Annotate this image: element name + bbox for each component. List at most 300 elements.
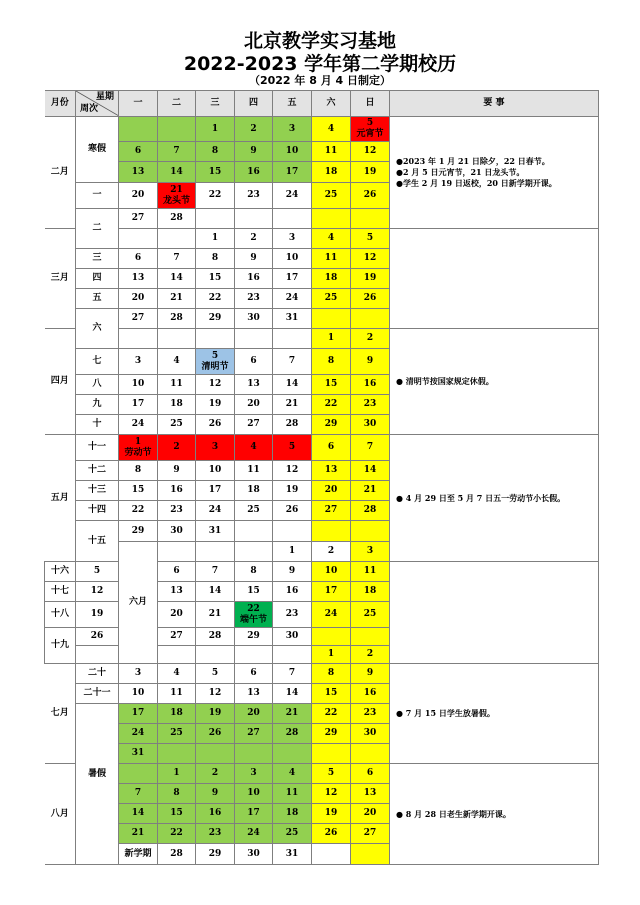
day-cell: 22 <box>312 704 351 724</box>
day-cell: 2 <box>235 229 273 249</box>
day-header-thu: 四 <box>235 91 273 117</box>
day-cell <box>158 542 196 562</box>
day-cell: 11 <box>158 684 196 704</box>
day-cell: 26 <box>351 289 390 309</box>
day-cell: 14 <box>158 269 196 289</box>
day-cell <box>273 329 312 349</box>
month-cell: 五月 <box>45 435 76 562</box>
day-cell: 27 <box>235 415 273 435</box>
day-cell: 12 <box>196 375 235 395</box>
week-cell <box>76 704 119 865</box>
day-cell: 14 <box>273 375 312 395</box>
day-cell: 30 <box>351 724 390 744</box>
day-cell: 6 <box>235 664 273 684</box>
day-cell: 16 <box>235 162 273 183</box>
day-cell <box>196 646 235 664</box>
day-cell: 24 <box>273 289 312 309</box>
day-cell: 29 <box>312 724 351 744</box>
day-cell: 23 <box>235 289 273 309</box>
day-cell: 26 <box>76 628 119 646</box>
week-cell: 十 <box>76 415 119 435</box>
day-cell <box>273 209 312 229</box>
day-cell: 1 <box>196 117 235 142</box>
day-cell: 28 <box>158 309 196 329</box>
day-cell: 26 <box>351 183 390 209</box>
day-cell <box>119 117 158 142</box>
day-cell: 8 <box>312 349 351 375</box>
day-cell <box>273 521 312 542</box>
day-cell: 14 <box>351 461 390 481</box>
holiday-label: 元宵节 <box>356 129 384 139</box>
day-cell: 17 <box>273 162 312 183</box>
day-cell: 23 <box>235 183 273 209</box>
day-cell: 7 <box>196 562 235 582</box>
day-cell: 3 <box>351 542 390 562</box>
day-cell: 7 <box>119 784 158 804</box>
notes-cell <box>390 664 599 764</box>
day-cell: 3 <box>273 117 312 142</box>
day-cell: 13 <box>235 375 273 395</box>
day-cell <box>273 744 312 764</box>
day-cell: 25 <box>273 824 312 844</box>
holiday-cell: 22 端午节 <box>235 602 273 628</box>
month-cell: 三月 <box>45 229 76 329</box>
day-cell: 31 <box>196 521 235 542</box>
week-cell: 十六 <box>45 562 76 582</box>
note-item: ●2 月 5 日元宵节，21 日龙头节。 <box>396 167 525 177</box>
day-cell: 28 <box>351 501 390 521</box>
month-cell: 六月 <box>119 542 158 664</box>
day-cell: 1 <box>196 229 235 249</box>
day-cell: 10 <box>119 684 158 704</box>
note-item: ● 8 月 28 日老生新学期开课。 <box>396 808 511 819</box>
day-cell: 13 <box>312 461 351 481</box>
day-cell: 11 <box>273 784 312 804</box>
day-cell: 10 <box>273 249 312 269</box>
week-cell: 九 <box>76 395 119 415</box>
day-cell: 18 <box>158 395 196 415</box>
week-cell: 一 <box>76 183 119 209</box>
day-cell: 10 <box>273 142 312 162</box>
day-cell: 25 <box>312 183 351 209</box>
day-cell: 10 <box>312 562 351 582</box>
day-cell: 12 <box>351 249 390 269</box>
day-cell: 20 <box>119 289 158 309</box>
day-cell: 29 <box>235 628 273 646</box>
notes-cell <box>390 329 599 435</box>
day-cell: 20 <box>119 183 158 209</box>
day-cell: 17 <box>312 582 351 602</box>
day-cell <box>351 209 390 229</box>
note-item: ● 7 月 15 日学生放暑假。 <box>396 708 495 718</box>
day-cell: 22 <box>196 289 235 309</box>
day-cell: 30 <box>235 844 273 865</box>
day-cell: 10 <box>196 461 235 481</box>
day-cell: 20 <box>235 704 273 724</box>
day-header-mon: 一 <box>119 91 158 117</box>
day-cell: 20 <box>158 602 196 628</box>
day-cell: 21 <box>196 602 235 628</box>
day-cell: 21 <box>158 289 196 309</box>
day-cell: 28 <box>158 844 196 865</box>
day-cell: 16 <box>235 269 273 289</box>
day-cell: 27 <box>235 724 273 744</box>
day-cell: 19 <box>196 395 235 415</box>
day-cell: 25 <box>312 289 351 309</box>
day-cell: 8 <box>119 461 158 481</box>
day-cell: 2 <box>158 435 196 461</box>
day-cell: 19 <box>76 602 119 628</box>
day-cell: 26 <box>196 724 235 744</box>
day-cell: 9 <box>351 349 390 375</box>
week-cell: 十八 <box>45 602 76 628</box>
day-cell: 6 <box>119 142 158 162</box>
day-cell: 13 <box>158 582 196 602</box>
day-cell: 15 <box>196 162 235 183</box>
day-cell: 16 <box>196 804 235 824</box>
day-cell: 19 <box>196 704 235 724</box>
day-cell: 9 <box>235 249 273 269</box>
week-cell: 七 <box>76 349 119 375</box>
day-cell: 4 <box>235 435 273 461</box>
day-cell: 30 <box>351 415 390 435</box>
school-calendar-table <box>44 90 599 865</box>
table-row <box>45 329 599 349</box>
day-cell: 1 <box>273 542 312 562</box>
day-cell: 21 <box>273 704 312 724</box>
day-cell: 27 <box>312 501 351 521</box>
day-cell: 6 <box>119 249 158 269</box>
holiday-cell: 5 清明节 <box>196 349 235 375</box>
day-cell: 3 <box>196 435 235 461</box>
day-header-wed: 三 <box>196 91 235 117</box>
day-cell: 6 <box>235 349 273 375</box>
month-cell: 七月 <box>45 664 76 764</box>
week-cell: 十三 <box>76 481 119 501</box>
day-cell: 20 <box>235 395 273 415</box>
week-cell: 十五 <box>76 521 119 562</box>
day-cell: 13 <box>351 784 390 804</box>
day-cell <box>235 646 273 664</box>
week-cell: 十一 <box>76 435 119 461</box>
day-cell: 14 <box>119 804 158 824</box>
day-cell: 8 <box>312 664 351 684</box>
day-cell <box>158 329 196 349</box>
day-cell: 29 <box>196 309 235 329</box>
day-header-sun: 日 <box>351 91 390 117</box>
holiday-label: 端午节 <box>239 614 267 625</box>
month-cell: 八月 <box>45 764 76 865</box>
month-header: 月份 <box>45 91 76 117</box>
day-cell: 15 <box>119 481 158 501</box>
day-cell: 24 <box>119 415 158 435</box>
table-row <box>45 435 599 461</box>
day-cell: 12 <box>351 142 390 162</box>
day-cell: 18 <box>235 481 273 501</box>
day-cell: 17 <box>196 481 235 501</box>
week-cell: 五 <box>76 289 119 309</box>
day-cell: 2 <box>351 646 390 664</box>
day-cell <box>119 764 158 784</box>
table-row <box>45 764 599 784</box>
day-cell: 4 <box>312 117 351 142</box>
holiday-cell: 1 劳动节 <box>119 435 158 461</box>
weekday-label: 星期 <box>95 92 114 102</box>
day-cell: 29 <box>119 521 158 542</box>
day-cell: 17 <box>235 804 273 824</box>
day-cell: 26 <box>196 415 235 435</box>
day-cell: 4 <box>273 764 312 784</box>
week-cell: 四 <box>76 269 119 289</box>
table-row <box>45 664 599 684</box>
day-cell <box>235 209 273 229</box>
day-cell: 22 <box>119 501 158 521</box>
day-cell: 14 <box>158 162 196 183</box>
day-cell <box>76 646 119 664</box>
day-cell <box>235 744 273 764</box>
day-cell: 5 <box>312 764 351 784</box>
day-cell: 24 <box>196 501 235 521</box>
day-cell: 1 <box>312 646 351 664</box>
day-cell: 28 <box>158 209 196 229</box>
day-cell <box>312 521 351 542</box>
day-cell <box>119 229 158 249</box>
day-cell: 1 <box>312 329 351 349</box>
day-cell: 18 <box>273 804 312 824</box>
day-cell: 31 <box>119 744 158 764</box>
day-cell <box>196 209 235 229</box>
day-cell: 29 <box>312 415 351 435</box>
day-cell: 23 <box>351 704 390 724</box>
day-cell: 10 <box>235 784 273 804</box>
day-cell <box>351 521 390 542</box>
day-cell: 1 <box>158 764 196 784</box>
day-cell <box>351 309 390 329</box>
day-cell: 6 <box>351 764 390 784</box>
day-cell <box>158 646 196 664</box>
note-item: ● 4 月 29 日至 5 月 7 日五一劳动节小长假。 <box>396 492 566 503</box>
day-header-tue: 二 <box>158 91 196 117</box>
day-cell: 7 <box>273 664 312 684</box>
holiday-label: 劳动节 <box>124 447 152 458</box>
table-row <box>45 117 599 142</box>
holiday-cell: 21 龙头节 <box>158 183 196 209</box>
week-cell: 二 <box>76 209 119 249</box>
day-cell: 19 <box>273 481 312 501</box>
revision-date: （2022 年 8 月 4 日制定） <box>248 74 392 87</box>
day-cell: 5 <box>351 229 390 249</box>
day-cell: 15 <box>196 269 235 289</box>
week-cell: 八 <box>76 375 119 395</box>
day-cell: 4 <box>158 349 196 375</box>
day-cell: 27 <box>351 824 390 844</box>
day-cell: 12 <box>76 582 119 602</box>
day-cell: 18 <box>158 704 196 724</box>
day-cell: 30 <box>235 309 273 329</box>
day-cell: 13 <box>235 684 273 704</box>
page-subtitle: 2022-2023 学年第二学期校历 <box>183 53 457 75</box>
day-cell: 14 <box>273 684 312 704</box>
week-cell: 二十一 <box>76 684 119 704</box>
day-cell <box>196 542 235 562</box>
day-cell: 11 <box>312 142 351 162</box>
week-weekday-header <box>76 91 119 117</box>
day-cell: 11 <box>351 562 390 582</box>
day-cell <box>158 229 196 249</box>
day-cell: 5 <box>273 435 312 461</box>
day-cell: 27 <box>158 628 196 646</box>
day-cell: 17 <box>273 269 312 289</box>
day-cell: 30 <box>273 628 312 646</box>
day-cell: 27 <box>119 209 158 229</box>
holiday-label: 龙头节 <box>162 195 190 206</box>
day-cell: 6 <box>312 435 351 461</box>
day-cell: 16 <box>158 481 196 501</box>
day-cell <box>235 329 273 349</box>
day-cell: 4 <box>312 229 351 249</box>
day-cell: 18 <box>351 582 390 602</box>
day-cell: 28 <box>273 415 312 435</box>
week-label: 周次 <box>80 104 99 114</box>
day-cell <box>312 209 351 229</box>
day-cell: 7 <box>158 249 196 269</box>
day-cell <box>312 744 351 764</box>
day-cell <box>158 744 196 764</box>
day-cell: 13 <box>119 162 158 183</box>
day-cell: 22 <box>312 395 351 415</box>
day-cell: 28 <box>196 628 235 646</box>
summer-break-label: 暑假 <box>87 768 106 779</box>
day-cell: 17 <box>119 704 158 724</box>
day-cell: 11 <box>312 249 351 269</box>
day-cell <box>158 117 196 142</box>
day-cell: 23 <box>196 824 235 844</box>
day-cell: 28 <box>273 724 312 744</box>
header-row <box>45 91 599 117</box>
day-cell: 24 <box>273 183 312 209</box>
week-cell: 新学期 <box>119 844 158 865</box>
day-cell: 9 <box>196 784 235 804</box>
day-cell: 21 <box>351 481 390 501</box>
day-cell: 26 <box>273 501 312 521</box>
note-item: ●2023 年 1 月 21 日除夕，22 日春节。 <box>396 156 550 166</box>
notes-header: 要 事 <box>390 91 599 117</box>
page-title: 北京教学实习基地 <box>243 30 396 52</box>
day-cell <box>312 309 351 329</box>
day-cell: 24 <box>312 602 351 628</box>
day-cell: 10 <box>119 375 158 395</box>
day-cell: 29 <box>196 844 235 865</box>
holiday-label: 清明节 <box>201 361 229 372</box>
day-cell: 23 <box>158 501 196 521</box>
note-item: ●学生 2 月 19 日返校，20 日新学期开课。 <box>396 178 557 188</box>
day-cell: 19 <box>351 162 390 183</box>
day-cell: 7 <box>351 435 390 461</box>
day-cell: 18 <box>312 269 351 289</box>
day-cell: 8 <box>196 249 235 269</box>
day-cell: 12 <box>196 684 235 704</box>
day-cell: 16 <box>273 582 312 602</box>
day-cell <box>351 628 390 646</box>
month-cell: 二月 <box>45 117 76 229</box>
day-cell: 15 <box>158 804 196 824</box>
day-header-sat: 六 <box>312 91 351 117</box>
day-cell: 31 <box>273 309 312 329</box>
day-cell <box>312 628 351 646</box>
day-cell: 23 <box>273 602 312 628</box>
week-cell: 寒假 <box>76 117 119 183</box>
day-cell: 15 <box>235 582 273 602</box>
day-cell: 3 <box>119 349 158 375</box>
day-header-fri: 五 <box>273 91 312 117</box>
day-cell: 6 <box>158 562 196 582</box>
week-cell: 三 <box>76 249 119 269</box>
day-cell: 3 <box>273 229 312 249</box>
day-cell: 20 <box>312 481 351 501</box>
day-cell: 31 <box>273 844 312 865</box>
notes-cell <box>390 117 599 229</box>
day-cell: 16 <box>351 375 390 395</box>
day-cell <box>351 844 390 865</box>
day-cell: 8 <box>235 562 273 582</box>
day-cell: 9 <box>351 664 390 684</box>
week-cell: 六 <box>76 309 119 349</box>
day-cell: 16 <box>351 684 390 704</box>
day-cell: 2 <box>312 542 351 562</box>
notes-cell <box>390 435 599 562</box>
day-cell: 30 <box>158 521 196 542</box>
day-cell: 22 <box>196 183 235 209</box>
day-cell: 9 <box>273 562 312 582</box>
day-cell <box>273 646 312 664</box>
day-cell: 19 <box>312 804 351 824</box>
day-cell: 17 <box>119 395 158 415</box>
week-cell: 十九 <box>45 628 76 664</box>
notes-cell <box>390 764 599 865</box>
day-cell: 4 <box>158 664 196 684</box>
day-cell <box>351 744 390 764</box>
day-cell <box>235 542 273 562</box>
day-cell: 26 <box>312 824 351 844</box>
day-cell: 15 <box>312 684 351 704</box>
day-cell: 8 <box>196 142 235 162</box>
day-cell: 7 <box>158 142 196 162</box>
day-cell: 24 <box>119 724 158 744</box>
day-cell: 23 <box>351 395 390 415</box>
day-cell: 3 <box>235 764 273 784</box>
day-cell: 5 <box>76 562 119 582</box>
day-cell: 12 <box>273 461 312 481</box>
day-cell: 25 <box>351 602 390 628</box>
holiday-cell: 5 元宵节 <box>351 117 390 142</box>
week-cell: 十七 <box>45 582 76 602</box>
day-cell: 8 <box>158 784 196 804</box>
day-cell: 27 <box>119 309 158 329</box>
day-cell: 18 <box>312 162 351 183</box>
day-cell: 15 <box>312 375 351 395</box>
day-cell: 2 <box>235 117 273 142</box>
month-cell: 四月 <box>45 329 76 435</box>
day-cell <box>312 844 351 865</box>
day-cell: 7 <box>273 349 312 375</box>
day-cell: 21 <box>273 395 312 415</box>
day-cell: 5 <box>196 664 235 684</box>
day-cell: 11 <box>235 461 273 481</box>
day-cell: 3 <box>119 664 158 684</box>
day-cell: 9 <box>158 461 196 481</box>
day-cell: 20 <box>351 804 390 824</box>
day-cell: 22 <box>158 824 196 844</box>
